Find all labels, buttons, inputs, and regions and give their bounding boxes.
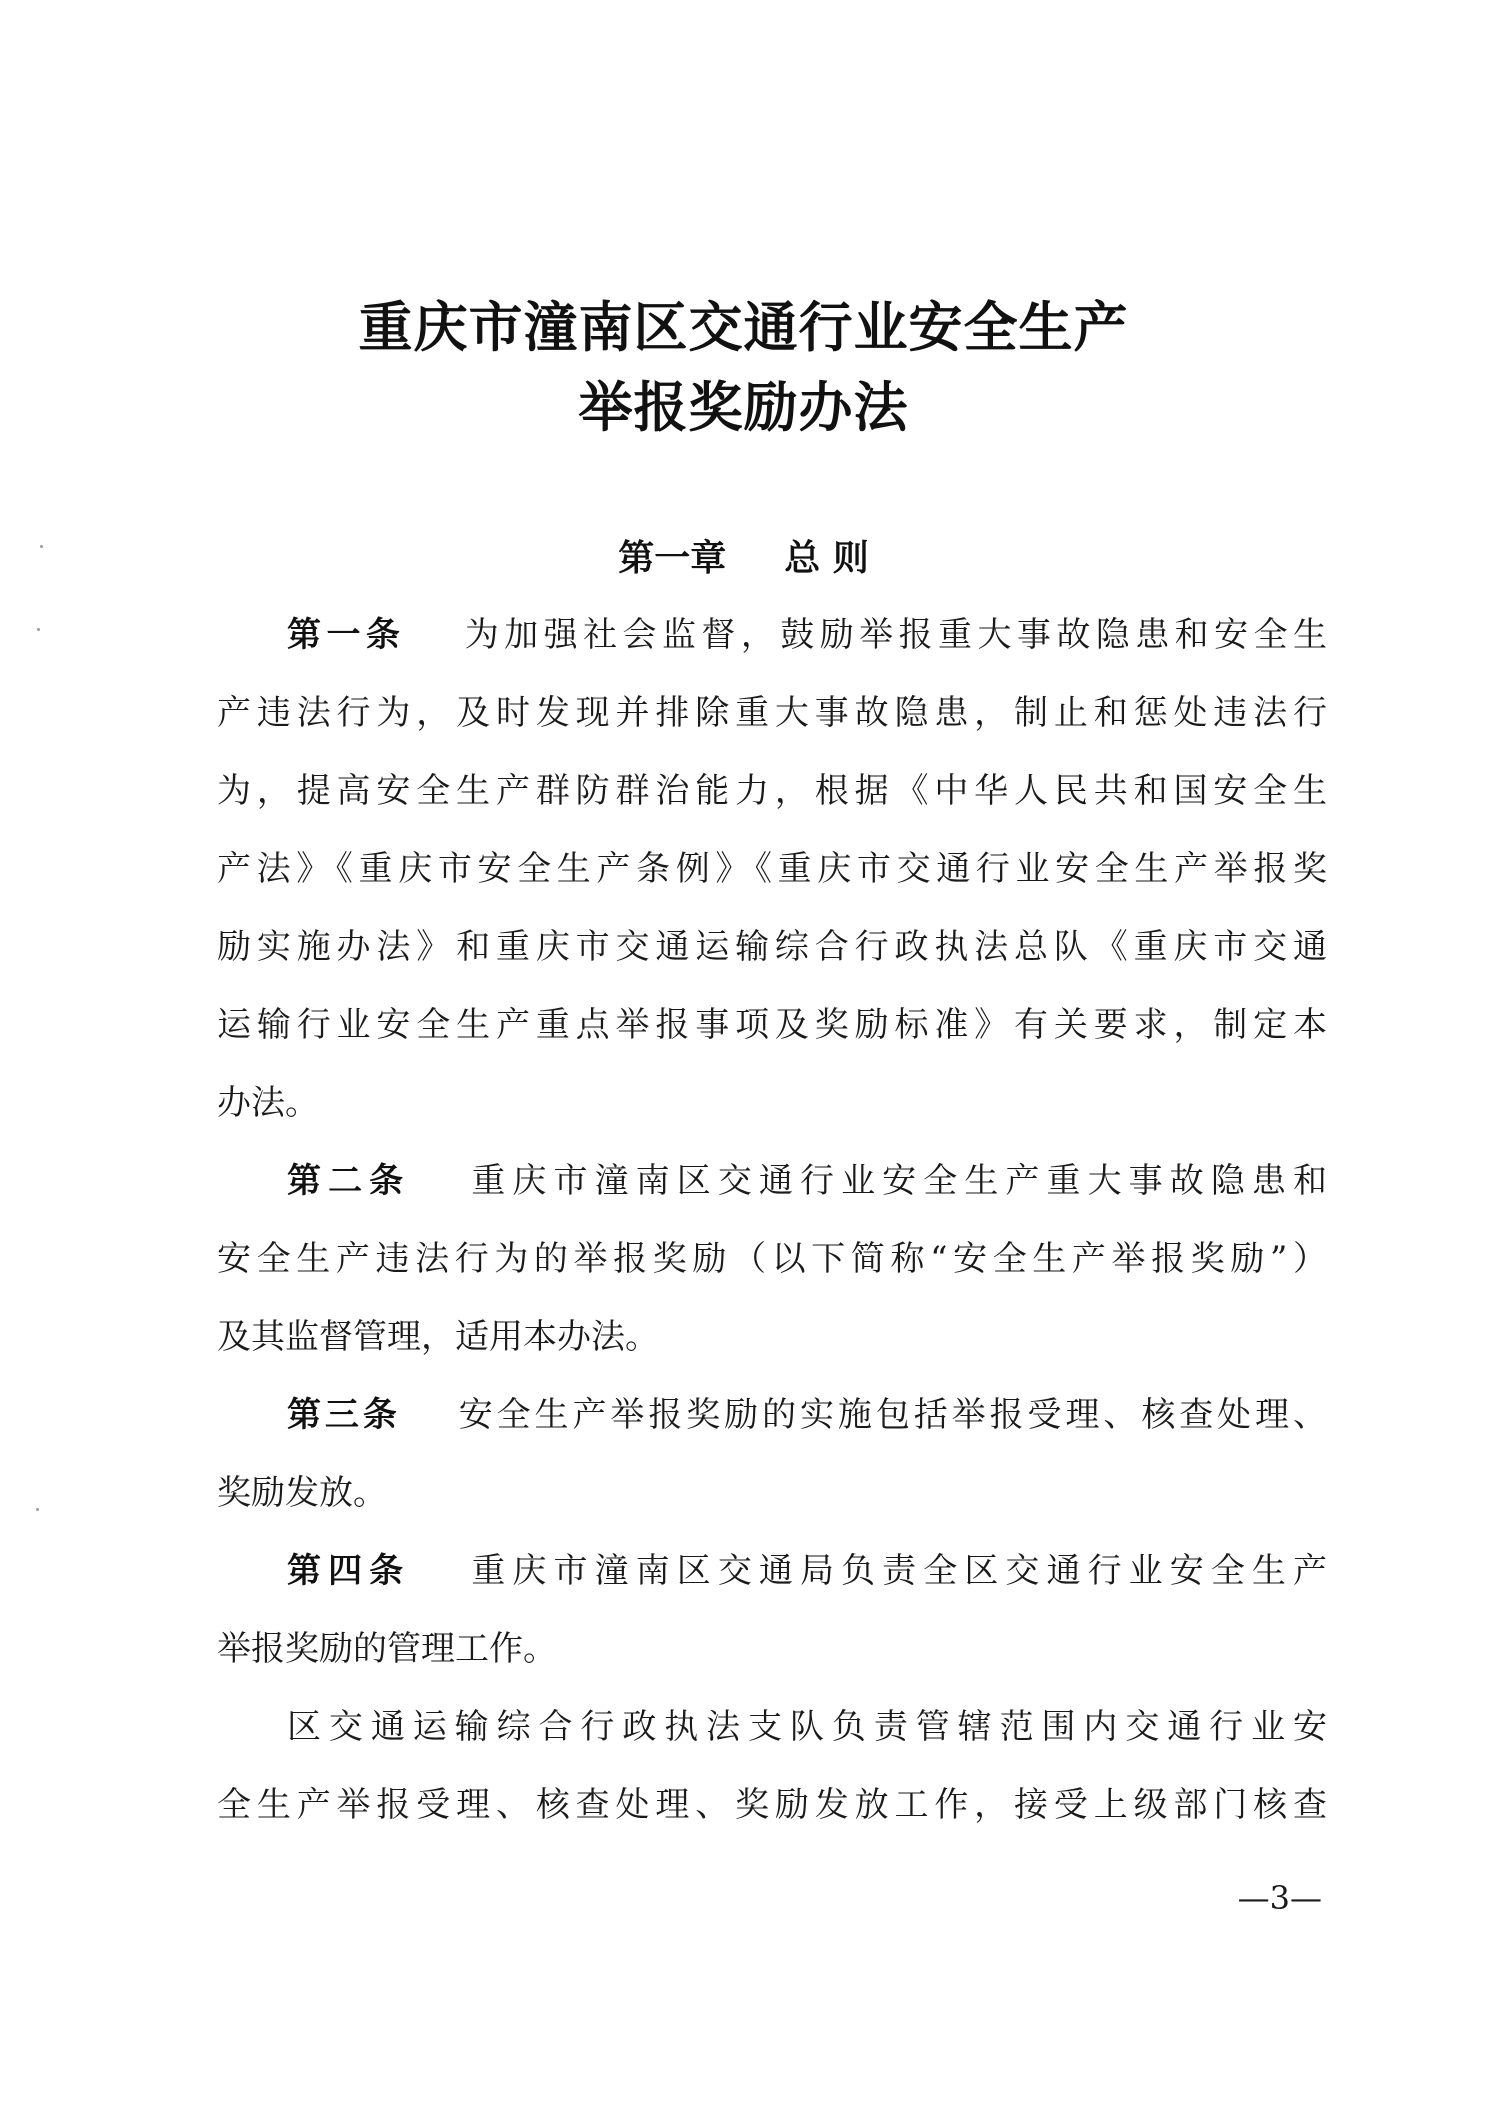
- chapter-heading: [0, 537, 1487, 579]
- article1-line3: 为，提高安全生产群防群治能力，根据《中华人民共和国安全生: [217, 771, 1327, 811]
- article1-text-1: 为加强社会监督，鼓励举报重大事故隐患和安全生: [459, 615, 1328, 655]
- article1-line6: 运输行业安全生产重点举报事项及奖励标准》有关要求，制定本: [217, 1005, 1327, 1045]
- article1-label: 第一条: [287, 615, 406, 655]
- scan-speck: [37, 628, 40, 631]
- article2-text-1: 重庆市潼南区交通行业安全生产重大事故隐患和: [464, 1161, 1327, 1201]
- article3-label: 第三条: [287, 1395, 401, 1435]
- article3-line2: 奖励发放。: [217, 1473, 387, 1513]
- article4-line1: [287, 1551, 1327, 1591]
- article2-line1: [287, 1161, 1327, 1201]
- article4-text-1: 重庆市潼南区交通局负责全区交通行业安全生产: [464, 1551, 1327, 1591]
- article4-line2: 举报奖励的管理工作。: [217, 1629, 557, 1669]
- article4-label: 第四条: [287, 1551, 411, 1591]
- article1-line7: 办法。: [217, 1083, 319, 1123]
- article4-para2-line2: 全生产举报受理、核查处理、奖励发放工作，接受上级部门核查: [217, 1785, 1327, 1825]
- article1-line1: [287, 615, 1328, 655]
- article1-line4: 产法》《重庆市安全生产条例》《重庆市交通行业安全生产举报奖: [217, 849, 1327, 889]
- article4-para2-line1: 区交通运输综合行政执法支队负责管辖范围内交通行业安: [287, 1707, 1327, 1747]
- article3-line1: [287, 1395, 1328, 1435]
- article2-line3: 及其监督管理，适用本办法。: [217, 1317, 659, 1357]
- article1-line2: 产违法行为，及时发现并排除重大事故隐患，制止和惩处违法行: [217, 693, 1327, 733]
- chapter-number: 第一章: [618, 537, 727, 579]
- article2-label: 第二条: [287, 1161, 411, 1201]
- scan-speck: [36, 1508, 39, 1511]
- document-title-line1: 重庆市潼南区交通行业安全生产: [358, 295, 1129, 359]
- article2-line2: 安全生产违法行为的举报奖励（以下简称“安全生产举报奖励”）: [217, 1239, 1327, 1279]
- article3-text-1: 安全生产举报奖励的实施包括举报受理、核查处理、: [454, 1395, 1328, 1435]
- article1-line5: 励实施办法》和重庆市交通运输综合行政执法总队《重庆市交通: [217, 927, 1327, 967]
- document-title-line2: 举报奖励办法: [578, 375, 909, 439]
- chapter-name: 总 则: [784, 537, 869, 579]
- scan-speck: [40, 545, 43, 548]
- page-number: —3—: [1237, 1879, 1322, 1917]
